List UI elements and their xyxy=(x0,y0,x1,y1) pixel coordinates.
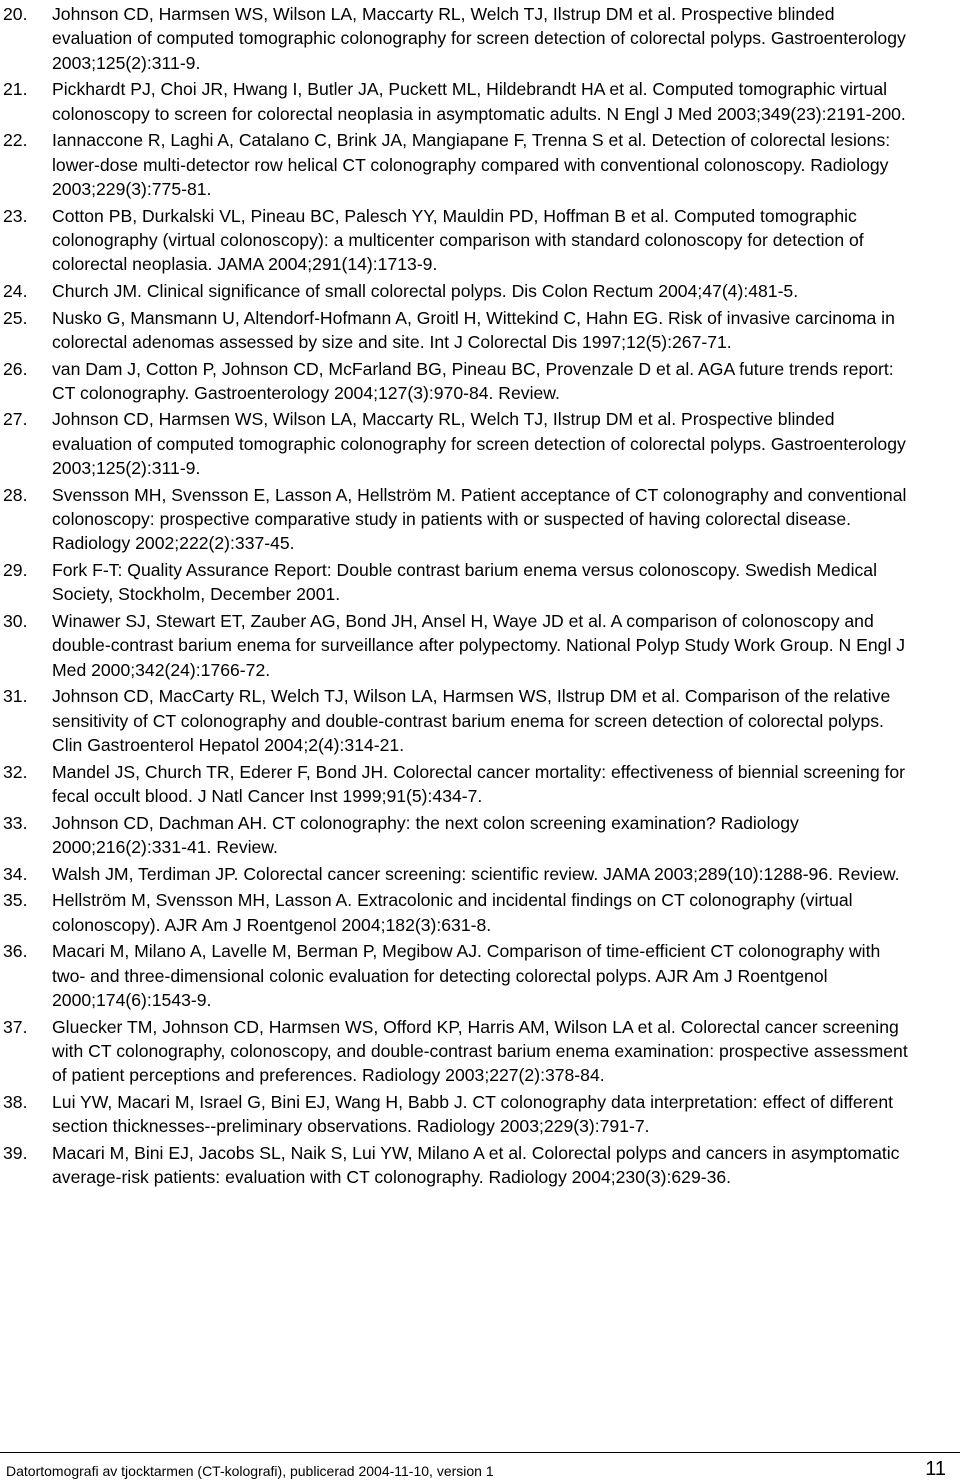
reference-number: 36. xyxy=(3,941,28,962)
reference-text: Johnson CD, Harmsen WS, Wilson LA, Maccarty RL, Welch TJ, Ilstrup DM et al. Prospective blinded evaluation of computed tomographic colonography for screen detection of colorectal polyps. Gastroenterology 2003;125(2):311-9. xyxy=(52,409,906,479)
reference-item xyxy=(0,1090,960,1139)
reference-number: 22. xyxy=(3,130,28,151)
reference-text: Macari M, Bini EJ, Jacobs SL, Naik S, Lui YW, Milano A et al. Colorectal polyps and cancers in asymptomatic average-risk patients: evaluation with CT colonography. Radiology 2004;230(3):629-36. xyxy=(52,1142,900,1188)
reference-item xyxy=(0,279,960,303)
reference-text: Fork F-T: Quality Assurance Report: Double contrast barium enema versus colonoscopy. Swedish Medical Society, Stockholm, December 2001. xyxy=(52,560,877,605)
reference-item xyxy=(0,939,960,1012)
reference-number: 39. xyxy=(3,1142,28,1163)
reference-text: Pickhardt PJ, Choi JR, Hwang I, Butler JA, Puckett ML, Hildebrandt HA et al. Computed tomographic virtual colonoscopy to screen for colorectal neoplasia in asymptomatic adults. N Engl J Med 2003;349(23):2191-200. xyxy=(52,79,906,124)
reference-text: Svensson MH, Svensson E, Lasson A, Hellström M. Patient acceptance of CT colonography and conventional colonoscopy: prospective comparative study in patients with or suspected of having colorectal disease. Radiology 2002;222(2):337-45. xyxy=(52,484,907,554)
reference-text: Nusko G, Mansmann U, Altendorf-Hofmann A, Groitl H, Wittekind C, Hahn EG. Risk of invasive carcinoma in colorectal adenomas assessed by size and site. Int J Colorectal Dis 1997;12(5):267-71. xyxy=(52,307,895,352)
reference-number: 25. xyxy=(3,307,28,328)
reference-item xyxy=(0,2,960,75)
reference-item xyxy=(0,684,960,757)
reference-text: Hellström M, Svensson MH, Lasson A. Extracolonic and incidental findings on CT colonography (virtual colonoscopy). AJR Am J Roentgenol 2004;182(3):631-8. xyxy=(52,890,853,935)
reference-number: 34. xyxy=(3,863,28,884)
footer-divider xyxy=(0,1452,960,1453)
reference-text: Johnson CD, Dachman AH. CT colonography: the next colon screening examination? Radiology 2000;216(2):331-41. Review. xyxy=(52,812,799,857)
reference-item xyxy=(0,1015,960,1088)
reference-item xyxy=(0,306,960,355)
page-number: 11 xyxy=(925,1458,946,1480)
reference-text: Church JM. Clinical significance of small colorectal polyps. Dis Colon Rectum 2004;47(4):481-5. xyxy=(52,280,799,301)
reference-item xyxy=(0,862,960,886)
reference-text: Gluecker TM, Johnson CD, Harmsen WS, Offord KP, Harris AM, Wilson LA et al. Colorectal cancer screening with CT colonography, colonoscopy, and double-contrast barium enema examination: prospective assessment of patient perceptions and preferences. Radiology 2003;227(2):378-84. xyxy=(52,1016,908,1086)
reference-text: Walsh JM, Terdiman JP. Colorectal cancer screening: scientific review. JAMA 2003;289(10):1288-96. Review. xyxy=(52,863,900,884)
reference-number: 26. xyxy=(3,358,28,379)
reference-number: 21. xyxy=(3,79,28,100)
reference-text: Johnson CD, MacCarty RL, Welch TJ, Wilson LA, Harmsen WS, Ilstrup DM et al. Comparison of the relative sensitivity of CT colonography and double-contrast barium enema for screen detection of colorectal polyps. Clin Gastroenterol Hepatol 2004;2(4):314-21. xyxy=(52,686,891,755)
reference-item xyxy=(0,760,960,809)
reference-text: Winawer SJ, Stewart ET, Zauber AG, Bond JH, Ansel H, Waye JD et al. A comparison of colonoscopy and double-contrast barium enema for surveillance after polypectomy. National Polyp Study Work Group. N Engl J Med 2000;342(24):1766-72. xyxy=(52,611,906,680)
reference-item xyxy=(0,811,960,860)
reference-item xyxy=(0,204,960,277)
reference-text: Lui YW, Macari M, Israel G, Bini EJ, Wang H, Babb J. CT colonography data interpretation: effect of different section thicknesses--preliminary observations. Radiology 2003;229(3):791-7. xyxy=(52,1091,894,1137)
footer-document-title: Datortomografi av tjocktarmen (CT-kolografi), publicerad 2004-11-10, version 1 xyxy=(6,1463,494,1479)
reference-item xyxy=(0,609,960,682)
reference-number: 35. xyxy=(3,890,28,911)
reference-item xyxy=(0,558,960,607)
reference-number: 28. xyxy=(3,484,28,505)
reference-number: 31. xyxy=(3,686,28,707)
reference-item xyxy=(0,1141,960,1190)
reference-number: 38. xyxy=(3,1091,28,1112)
reference-item xyxy=(0,128,960,201)
reference-number: 20. xyxy=(3,4,28,24)
reference-number: 32. xyxy=(3,761,28,782)
reference-number: 33. xyxy=(3,812,28,833)
reference-list xyxy=(0,2,960,1192)
reference-text: Iannaccone R, Laghi A, Catalano C, Brink JA, Mangiapane F, Trenna S et al. Detection of colorectal lesions: lower-dose multi-detector row helical CT colonography compared with conventional colonoscopy. Radiology 2003;229(3):775-81. xyxy=(52,130,891,199)
reference-item xyxy=(0,483,960,556)
reference-text: Mandel JS, Church TR, Ederer F, Bond JH. Colorectal cancer mortality: effectiveness of biennial screening for fecal occult blood. J Natl Cancer Inst 1999;91(5):434-7. xyxy=(52,761,906,806)
reference-text: Johnson CD, Harmsen WS, Wilson LA, Maccarty RL, Welch TJ, Ilstrup DM et al. Prospective blinded evaluation of computed tomographic colonography for screen detection of colorectal polyps. Gastroenterology 2003;125(2):311-9. xyxy=(52,4,906,73)
reference-text: Macari M, Milano A, Lavelle M, Berman P, Megibow AJ. Comparison of time-efficient CT colonography with two- and three-dimensional colonic evaluation for detecting colorectal polyps. AJR Am J Roentgenol 2000;174(6):1543-9. xyxy=(52,941,881,1010)
reference-item xyxy=(0,407,960,480)
reference-text: van Dam J, Cotton P, Johnson CD, McFarland BG, Pineau BC, Provenzale D et al. AGA future trends report: CT colonography. Gastroenterology 2004;127(3):970-84. Review. xyxy=(52,358,894,403)
page-footer xyxy=(0,1452,960,1483)
reference-number: 23. xyxy=(3,205,28,226)
reference-item xyxy=(0,357,960,406)
reference-number: 29. xyxy=(3,560,28,581)
reference-text: Cotton PB, Durkalski VL, Pineau BC, Palesch YY, Mauldin PD, Hoffman B et al. Computed tomographic colonography (virtual colonoscopy): a multicenter comparison with standard colonoscopy for detection of colorectal neoplasia. JAMA 2004;291(14):1713-9. xyxy=(52,205,864,275)
reference-item xyxy=(0,888,960,937)
reference-number: 24. xyxy=(3,280,28,301)
reference-number: 27. xyxy=(3,409,28,430)
reference-number: 37. xyxy=(3,1016,28,1037)
reference-number: 30. xyxy=(3,611,28,632)
reference-item xyxy=(0,77,960,126)
